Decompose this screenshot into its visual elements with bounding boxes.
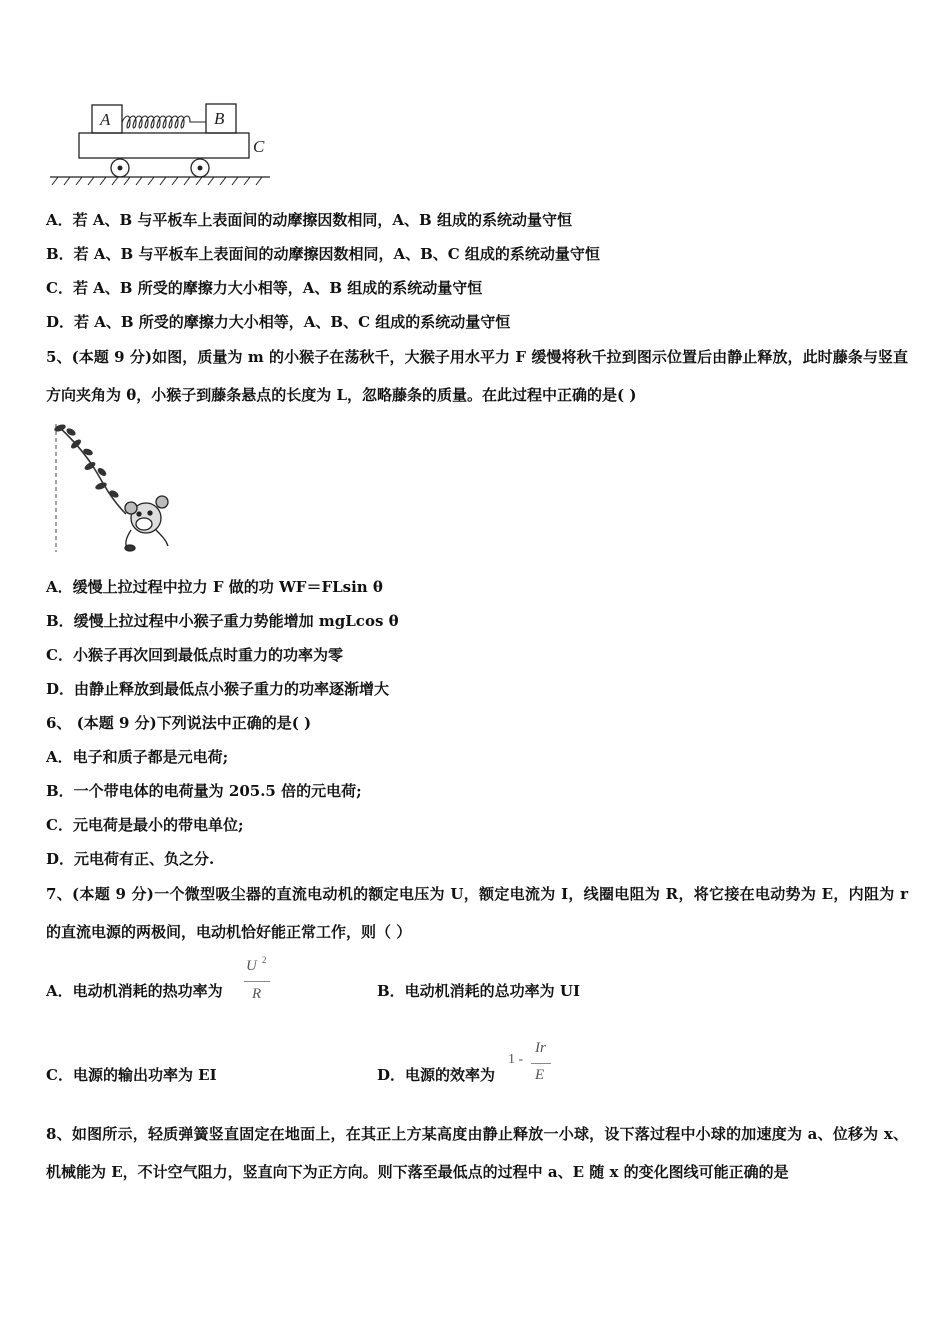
- monkey-swing-figure: [46, 418, 176, 558]
- q7-a-denominator: R: [252, 986, 262, 1002]
- q7-d-denominator: E: [535, 1067, 545, 1083]
- q7-option-b: B．电动机消耗的总功率为 UI: [377, 982, 580, 1000]
- q7-option-d: D．电源的效率为: [377, 1066, 496, 1084]
- q5-option-b: B．缓慢上拉过程中小猴子重力势能增加 mgLcos θ: [46, 612, 399, 630]
- q6-option-d: D．元电荷有正、负之分.: [46, 850, 215, 868]
- q5-stem: 5、(本题 9 分)如图，质量为 m 的小猴子在荡秋千，大猴子用水平力 F 缓慢将秋千拉到图示位置后由静止释放，此时藤条与竖直方向夹角为 θ，小猴子到藤条悬点的长度为 L，忽略藤条的质量。在此过程中正确的是( ): [46, 348, 908, 404]
- q6-option-a: A．电子和质子都是元电荷;: [46, 748, 229, 766]
- q7-stem: 7、(本题 9 分)一个微型吸尘器的直流电动机的额定电压为 U，额定电流为 I，线圈电阻为 R，将它接在电动势为 E，内阻为 r 的直流电源的两极间，电动机恰好能正常工作，则（ ）: [46, 885, 908, 941]
- label-c: C: [253, 137, 265, 156]
- monkey: [125, 496, 168, 551]
- q6-option-c: C．元电荷是最小的带电单位;: [46, 816, 244, 834]
- q6-option-b: B．一个带电体的电荷量为 205.5 倍的元电荷;: [46, 782, 362, 800]
- q5-option-d: D．由静止释放到最低点小猴子重力的功率逐渐增大: [46, 680, 390, 698]
- q7-option-a: A．电动机消耗的热功率为: [46, 982, 223, 1000]
- q7-a-exponent: 2: [262, 955, 267, 965]
- q7-d-numerator: Ir: [535, 1040, 546, 1056]
- label-b: B: [214, 109, 225, 128]
- q5-option-a: A．缓慢上拉过程中拉力 F 做的功 WF＝FLsin θ: [46, 578, 383, 596]
- q7-a-fraction-bar: [244, 981, 270, 982]
- q4-option-b: B．若 A、B 与平板车上表面间的动摩擦因数相同，A、B、C 组成的系统动量守恒: [46, 245, 600, 263]
- vine: [58, 426, 126, 514]
- q8-stem: 8、如图所示，轻质弹簧竖直固定在地面上，在其正上方某高度由静止释放一小球，设下落过程中小球的加速度为 a、位移为 x、机械能为 E，不计空气阻力，竖直向下为正方向。则下落至最低点的过程中 a、E 随 x 的变化图线可能正确的是: [46, 1125, 908, 1181]
- cart-spring-figure: [48, 100, 278, 190]
- q7-a-numerator: U: [246, 958, 257, 974]
- label-a: A: [100, 110, 111, 129]
- q4-option-a: A．若 A、B 与平板车上表面间的动摩擦因数相同，A、B 组成的系统动量守恒: [46, 211, 572, 229]
- q7-option-c: C．电源的输出功率为 EI: [46, 1066, 217, 1084]
- q4-option-c: C．若 A、B 所受的摩擦力大小相等，A、B 组成的系统动量守恒: [46, 279, 483, 297]
- q4-option-d: D．若 A、B 所受的摩擦力大小相等，A、B、C 组成的系统动量守恒: [46, 313, 511, 331]
- q6-stem: 6、 (本题 9 分)下列说法中正确的是( ): [46, 714, 312, 732]
- spring: [122, 116, 206, 128]
- q5-option-c: C．小猴子再次回到最低点时重力的功率为零: [46, 646, 343, 664]
- q7-d-fraction-bar: [531, 1063, 551, 1064]
- q7-d-prefix: 1 -: [508, 1052, 524, 1067]
- cart-c: [79, 133, 249, 158]
